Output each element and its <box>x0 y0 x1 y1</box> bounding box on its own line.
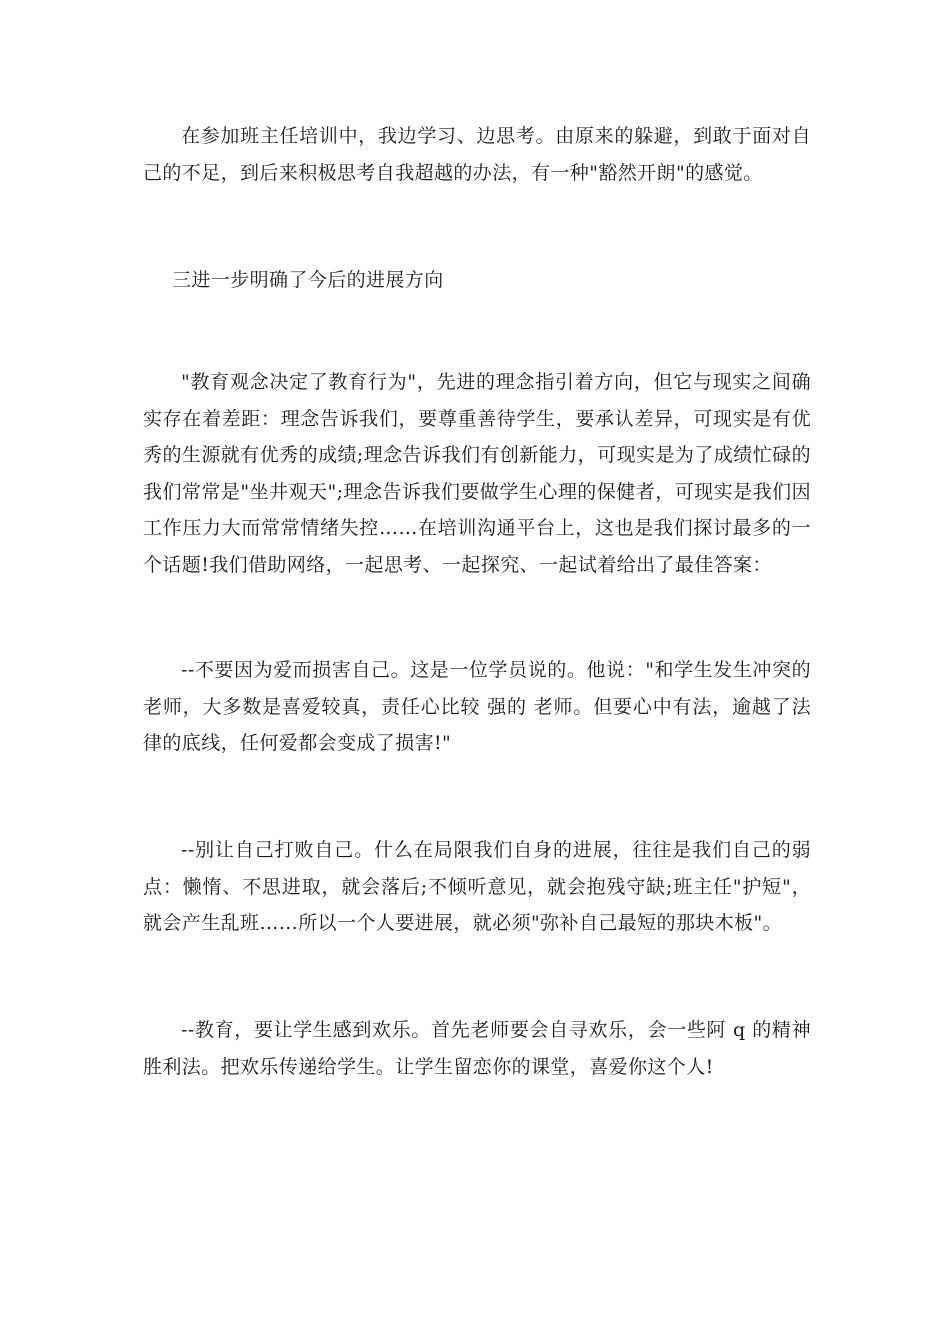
section-heading: 三进一步明确了今后的进展方向 <box>172 269 444 291</box>
paragraph-self-defeat-point: --别让自己打败自己。什么在局限我们自身的进展，往往是我们自己的弱点：懒惰、不思进取，就会落后;不倾听意见，就会抱残守缺;班主任"护短"，就会产生乱班……所以一个人要进展，就必须"弥补自己最短的那块木板"。 <box>143 839 811 934</box>
paragraph-happiness-point: --教育，要让学生感到欢乐。首先老师要会自寻欢乐，会一些阿 q 的精神胜利法。把欢乐传递给学生。让学生留恋你的课堂，喜爱你这个人! <box>143 1019 811 1078</box>
paragraph-reflection: 在参加班主任培训中，我边学习、边思考。由原来的躲避，到敢于面对自己的不足，到后来积极思考自我超越的办法，有一种"豁然开朗"的感觉。 <box>143 125 811 184</box>
paragraph-education-concept: "教育观念决定了教育行为"，先进的理念指引着方向，但它与现实之间确实存在着差距：理念告诉我们，要尊重善待学生，要承认差异，可现实是有优秀的生源就有优秀的成绩;理念告诉我们有创新能力，可现实是为了成绩忙碌的我们常常是"坐井观天";理念告诉我们要做学生心理的保健者，可现实是我们因工作压力大而常常情绪失控……在培训沟通平台上，这也是我们探讨最多的一个话题!我们借助网络，一起思考、一起探究、一起试着给出了最佳答案： <box>143 371 811 576</box>
paragraph-love-point: --不要因为爱而损害自己。这是一位学员说的。他说："和学生发生冲突的老师，大多数是喜爱较真，责任心比较 强的 老师。但要心中有法，逾越了法律的底线，任何爱都会变成了损害!" <box>143 659 811 754</box>
